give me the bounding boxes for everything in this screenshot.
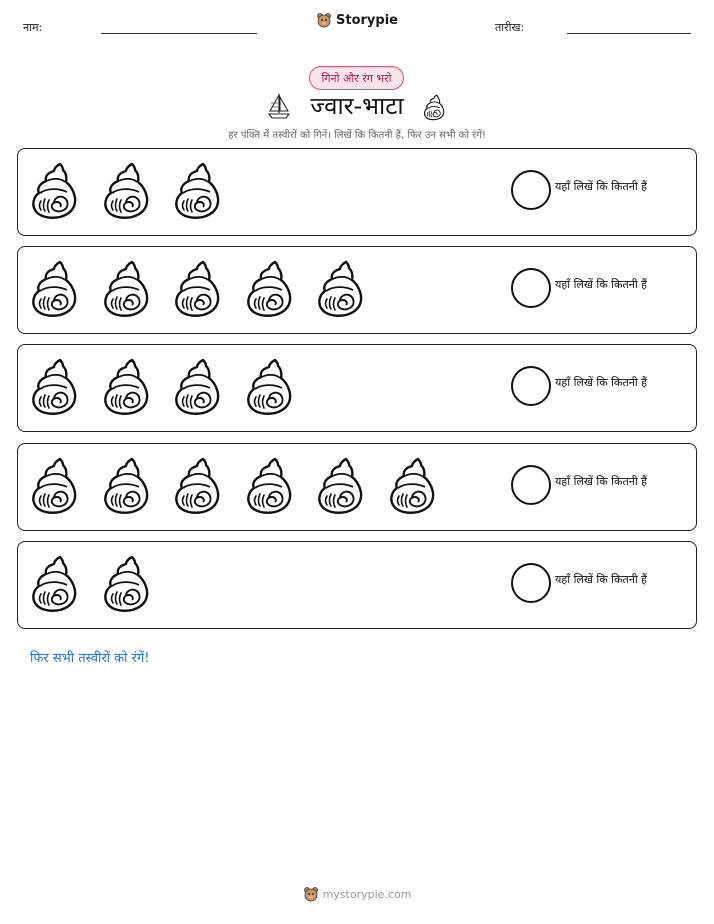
- counting-row: [17, 148, 697, 236]
- seashell-icon: [102, 259, 150, 317]
- seashell-icon: [423, 93, 445, 121]
- name-label: नाम:: [23, 21, 43, 34]
- name-line[interactable]: [101, 33, 257, 34]
- seashell-icon: [30, 357, 78, 415]
- answer-circle[interactable]: [511, 268, 551, 308]
- answer-circle[interactable]: [511, 563, 551, 603]
- seashell-icon: [30, 554, 78, 612]
- activity-badge-label: गिनो और रंग भरो: [321, 71, 392, 85]
- seashell-icon: [102, 554, 150, 612]
- answer-hint: यहाँ लिखें कि कितनी हैं: [555, 278, 648, 291]
- seashell-icon: [173, 357, 221, 415]
- footer-note: फिर सभी तस्वीरों को रंगें!: [30, 651, 150, 666]
- seashell-icon: [245, 357, 293, 415]
- site-url: mystorypie.com: [322, 887, 412, 901]
- activity-badge: [309, 66, 404, 90]
- seashell-icon: [173, 259, 221, 317]
- seashell-icon: [30, 259, 78, 317]
- seashell-icon: [30, 456, 78, 514]
- bear-logo-icon: [316, 12, 332, 28]
- answer-circle[interactable]: [511, 366, 551, 406]
- site-footer: [0, 886, 714, 902]
- brand-name: Storypie: [336, 12, 398, 28]
- seashell-icon: [102, 161, 150, 219]
- answer-hint: यहाँ लिखें कि कितनी हैं: [555, 376, 648, 389]
- page-title: ज्वार-भाटा: [310, 92, 404, 120]
- seashell-icon: [30, 161, 78, 219]
- instructions: हर पंक्ति में तस्वीरों को गिनें। लिखें कि कितनी हैं, फिर उन सभी को रंगें!: [228, 130, 486, 141]
- seashell-icon: [102, 357, 150, 415]
- counting-row: [17, 443, 697, 531]
- seashell-icon: [245, 259, 293, 317]
- date-line[interactable]: [567, 33, 691, 34]
- bear-logo-icon: [303, 886, 319, 902]
- seashell-icon: [173, 161, 221, 219]
- answer-circle[interactable]: [511, 170, 551, 210]
- answer-circle[interactable]: [511, 465, 551, 505]
- answer-hint: यहाँ लिखें कि कितनी हैं: [555, 180, 648, 193]
- brand-logo: [0, 12, 714, 28]
- seashell-icon: [316, 456, 364, 514]
- counting-row: [17, 541, 697, 629]
- seashell-icon: [173, 456, 221, 514]
- seashell-icon: [316, 259, 364, 317]
- seashell-icon: [388, 456, 436, 514]
- date-label: तारीख:: [495, 21, 525, 34]
- answer-hint: यहाँ लिखें कि कितनी हैं: [555, 573, 648, 586]
- answer-hint: यहाँ लिखें कि कितनी हैं: [555, 475, 648, 488]
- seashell-icon: [245, 456, 293, 514]
- counting-row: [17, 246, 697, 334]
- counting-row: [17, 344, 697, 432]
- seashell-icon: [102, 456, 150, 514]
